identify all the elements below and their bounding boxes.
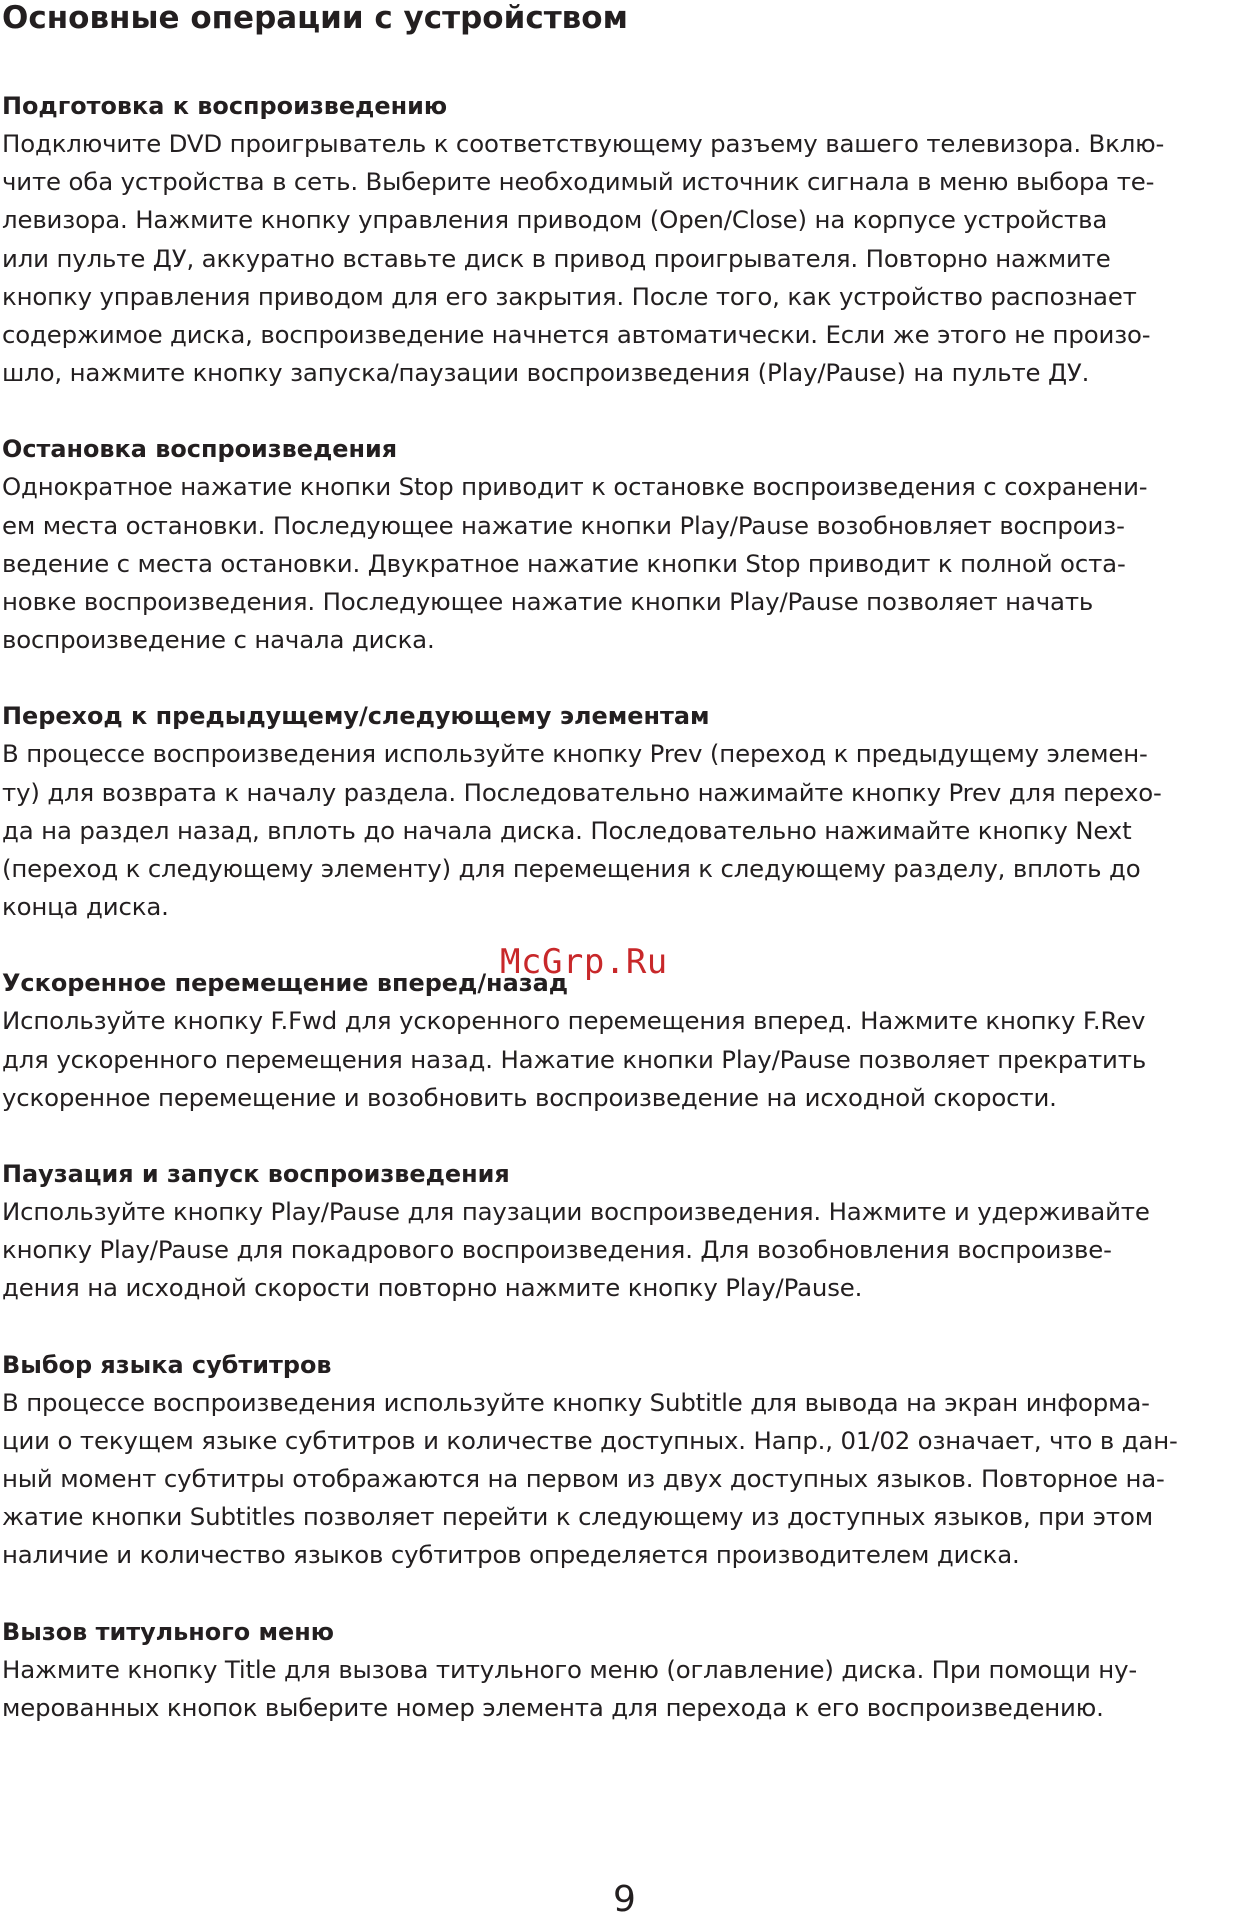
text-line: мерованных кнопок выберите номер элемента для перехода к его воспроизведению. xyxy=(2,1692,1104,1722)
section-body xyxy=(2,125,1246,392)
text-line: левизора. Нажмите кнопку управления приводом (Open/Close) на корпусе устройства xyxy=(2,205,1108,235)
section-body xyxy=(2,1193,1246,1308)
section-body xyxy=(2,468,1246,659)
section-heading: Выбор языка субтитров xyxy=(2,1350,332,1379)
text-line: воспроизведение с начала диска. xyxy=(2,625,435,655)
text-line: жатие кнопки Subtitles позволяет перейти к следующему из доступных языков, при этом xyxy=(2,1502,1153,1532)
text-line: для ускоренного перемещения назад. Нажатие кнопки Play/Pause позволяет прекратить xyxy=(2,1044,1147,1074)
page-title: Основные операции с устройством xyxy=(2,0,628,36)
text-line: ту) для возврата к началу раздела. Последовательно нажимайте кнопку Prev для перехо- xyxy=(2,777,1162,807)
text-line: ускоренное перемещение и возобновить воспроизведение на исходной скорости. xyxy=(2,1082,1057,1112)
section-playback-preparation xyxy=(2,87,1246,392)
text-line: Используйте кнопку Play/Pause для паузации воспроизведения. Нажмите и удерживайте xyxy=(2,1197,1150,1227)
text-line: дения на исходной скорости повторно нажмите кнопку Play/Pause. xyxy=(2,1273,863,1303)
text-line: наличие и количество языков субтитров определяется производителем диска. xyxy=(2,1540,1020,1570)
text-line: новке воспроизведения. Последующее нажатие кнопки Play/Pause позволяет начать xyxy=(2,587,1094,617)
text-line: ции о текущем языке субтитров и количестве доступных. Напр., 01/02 означает, что в дан- xyxy=(2,1425,1178,1455)
section-prev-next xyxy=(2,697,1246,926)
text-line: Подключите DVD проигрыватель к соответствующему разъему вашего телевизора. Вклю- xyxy=(2,129,1165,158)
section-subtitle-language xyxy=(2,1346,1246,1575)
text-line: Нажмите кнопку Title для вызова титульного меню (оглавление) диска. При помощи ну- xyxy=(2,1654,1138,1684)
section-pause-play xyxy=(2,1155,1246,1308)
section-heading: Подготовка к воспроизведению xyxy=(2,92,448,120)
text-line: содержимое диска, воспроизведение начнется автоматически. Если же этого не произо- xyxy=(2,320,1151,350)
section-heading: Ускоренное перемещение вперед/назад xyxy=(2,969,569,998)
section-body xyxy=(2,735,1246,926)
section-fast-forward-rewind xyxy=(2,964,1246,1117)
section-title-menu xyxy=(2,1613,1246,1727)
section-body xyxy=(2,1651,1246,1727)
text-line: В процессе воспроизведения используйте кнопку Subtitle для вывода на экран информа- xyxy=(2,1387,1150,1417)
section-heading: Вызов титульного меню xyxy=(2,1617,334,1646)
sections-container xyxy=(2,87,1246,1765)
text-line: В процессе воспроизведения используйте кнопку Prev (переход к предыдущему элемен- xyxy=(2,739,1148,769)
text-line: шло, нажмите кнопку запуска/паузации воспроизведения (Play/Pause) на пульте ДУ. xyxy=(2,358,1090,388)
text-line: или пульте ДУ, аккуратно вставьте диск в привод проигрывателя. Повторно нажмите xyxy=(2,243,1111,273)
text-line: ведение с места остановки. Двукратное нажатие кнопки Stop приводит к полной оста- xyxy=(2,548,1126,578)
watermark: McGrp.Ru xyxy=(500,942,668,982)
text-line: ный момент субтитры отображаются на первом из двух доступных языков. Повторное на- xyxy=(2,1464,1165,1494)
text-line: чите оба устройства в сеть. Выберите необходимый источник сигнала в меню выбора те- xyxy=(2,167,1155,197)
text-line: конца диска. xyxy=(2,892,169,922)
section-heading: Паузация и запуск воспроизведения xyxy=(2,1160,510,1189)
text-line: ем места остановки. Последующее нажатие кнопки Play/Pause возобновляет воспроиз- xyxy=(2,510,1125,540)
section-body xyxy=(2,1002,1246,1117)
section-heading: Переход к предыдущему/следующему элементам xyxy=(2,702,710,731)
text-line: (переход к следующему элементу) для перемещения к следующему разделу, вплоть до xyxy=(2,854,1141,884)
text-line: кнопку управления приводом для его закрытия. После того, как устройство распознает xyxy=(2,281,1137,311)
text-line: да на раздел назад, вплоть до начала диска. Последовательно нажимайте кнопку Next xyxy=(2,815,1132,845)
page-number: 9 xyxy=(613,1879,636,1920)
section-stop-playback xyxy=(2,430,1246,659)
text-line: Используйте кнопку F.Fwd для ускоренного перемещения вперед. Нажмите кнопку F.Rev xyxy=(2,1006,1146,1036)
text-line: кнопку Play/Pause для покадрового воспроизведения. Для возобновления воспроизве- xyxy=(2,1235,1112,1265)
text-line: Однократное нажатие кнопки Stop приводит к остановке воспроизведения с сохранени- xyxy=(2,472,1148,502)
section-body xyxy=(2,1384,1246,1575)
section-heading: Остановка воспроизведения xyxy=(2,435,398,464)
